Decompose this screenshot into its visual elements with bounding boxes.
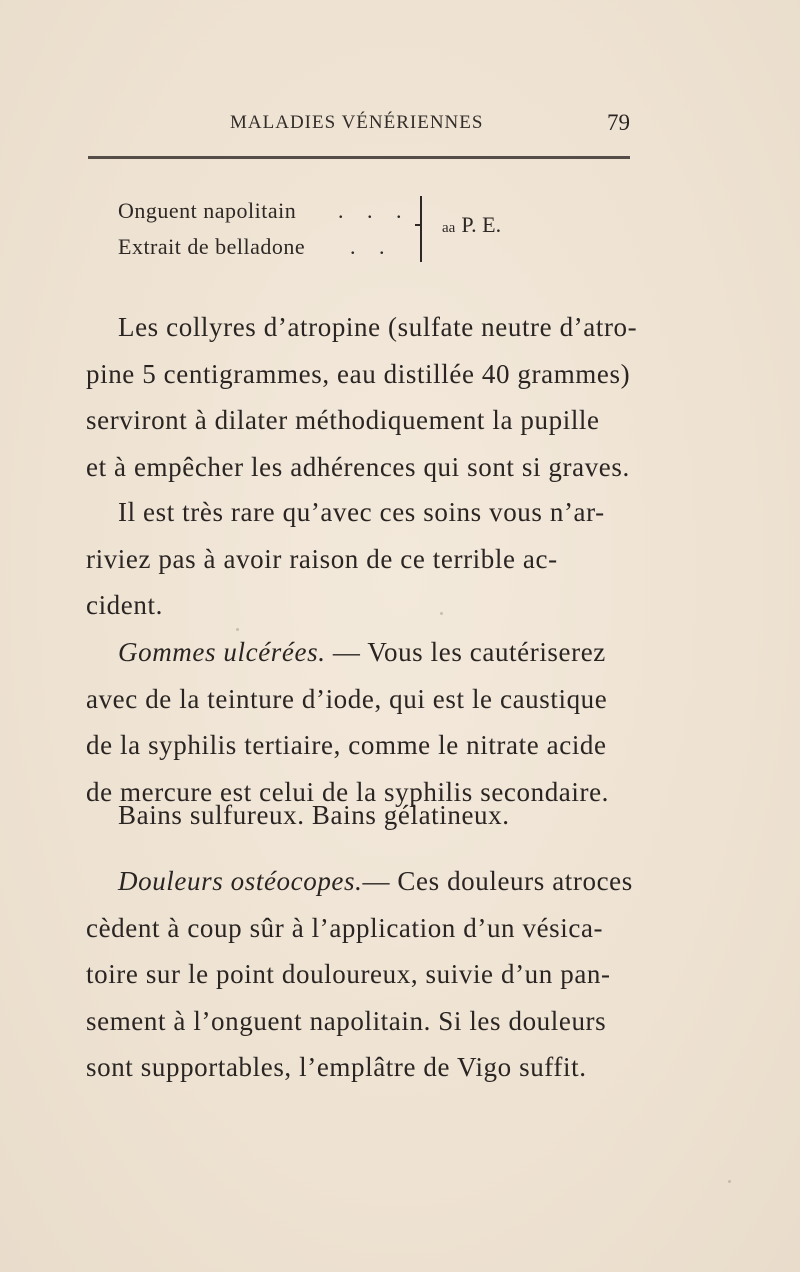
paper-speck — [236, 628, 239, 631]
section-heading-gommes: Gommes ulcérées. — [118, 637, 326, 667]
paragraph-gommes — [86, 637, 642, 823]
paragraph-line: sont supportables, l’emplâtre de Vigo suffit. — [86, 1052, 587, 1082]
paragraph-line-rest: — Ces douleurs atroces — [362, 866, 633, 896]
paragraph-line: cident. — [86, 590, 163, 620]
paragraph-line: de la syphilis tertiaire, comme le nitrate acide — [86, 730, 607, 760]
formula-item-2: Extrait de belladone — [118, 234, 306, 259]
running-title: MALADIES VÉNÉRIENNES — [230, 112, 484, 133]
paragraph-line: Il est très rare qu’avec ces soins vous n’ar- — [118, 497, 605, 527]
formula-dose — [442, 212, 501, 238]
paragraph-line: pine 5 centigrammes, eau distillée 40 grammes) — [86, 358, 631, 389]
paragraph-douleurs — [86, 866, 642, 1099]
paragraph-line: riviez pas à avoir raison de ce terrible ac- — [86, 543, 558, 574]
section-heading-douleurs: Douleurs ostéocopes. — [118, 866, 363, 896]
paragraph-line: Les collyres d’atropine (sulfate neutre d’atro- — [118, 312, 638, 342]
paragraph-line: et à empêcher les adhérences qui sont si graves. — [86, 451, 630, 482]
paragraph-line — [86, 637, 642, 684]
paragraph-soins — [86, 497, 642, 637]
paragraph-line: de mercure est celui de la syphilis secondaire. — [86, 776, 610, 807]
formula-leader-dots-2: . . — [350, 234, 394, 259]
paragraph-line: cèdent à coup sûr à l’application d’un vésica- — [86, 912, 604, 943]
dose-prefix: aa — [442, 220, 456, 236]
paragraph-line: avec de la teinture d’iode, qui est le caustique — [86, 683, 608, 714]
header-rule — [88, 156, 630, 159]
dose-value: P. E. — [461, 212, 502, 237]
paragraph-bains — [86, 800, 642, 847]
paper-speck — [440, 612, 443, 615]
paragraph-collyres — [86, 312, 642, 498]
page-number: 79 — [607, 110, 630, 135]
paper-speck — [728, 1180, 731, 1183]
paragraph-line: toire sur le point douloureux, suivie d’un pan- — [86, 959, 611, 989]
formula-leader-dots-1: . . . — [338, 198, 411, 223]
paragraph-line — [86, 866, 642, 913]
paragraph-line: Bains sulfureux. Bains gélatineux. — [118, 800, 510, 830]
paragraph-line: serviront à dilater méthodiquement la pupille — [86, 405, 600, 435]
prescription-formula — [118, 186, 638, 276]
paragraph-line-rest: — Vous les cautériserez — [325, 637, 606, 667]
page-header — [88, 110, 630, 140]
paragraph-line: sement à l’onguent napolitain. Si les douleurs — [86, 1005, 607, 1036]
formula-item-1: Onguent napolitain — [118, 198, 297, 223]
formula-brace — [420, 196, 430, 262]
